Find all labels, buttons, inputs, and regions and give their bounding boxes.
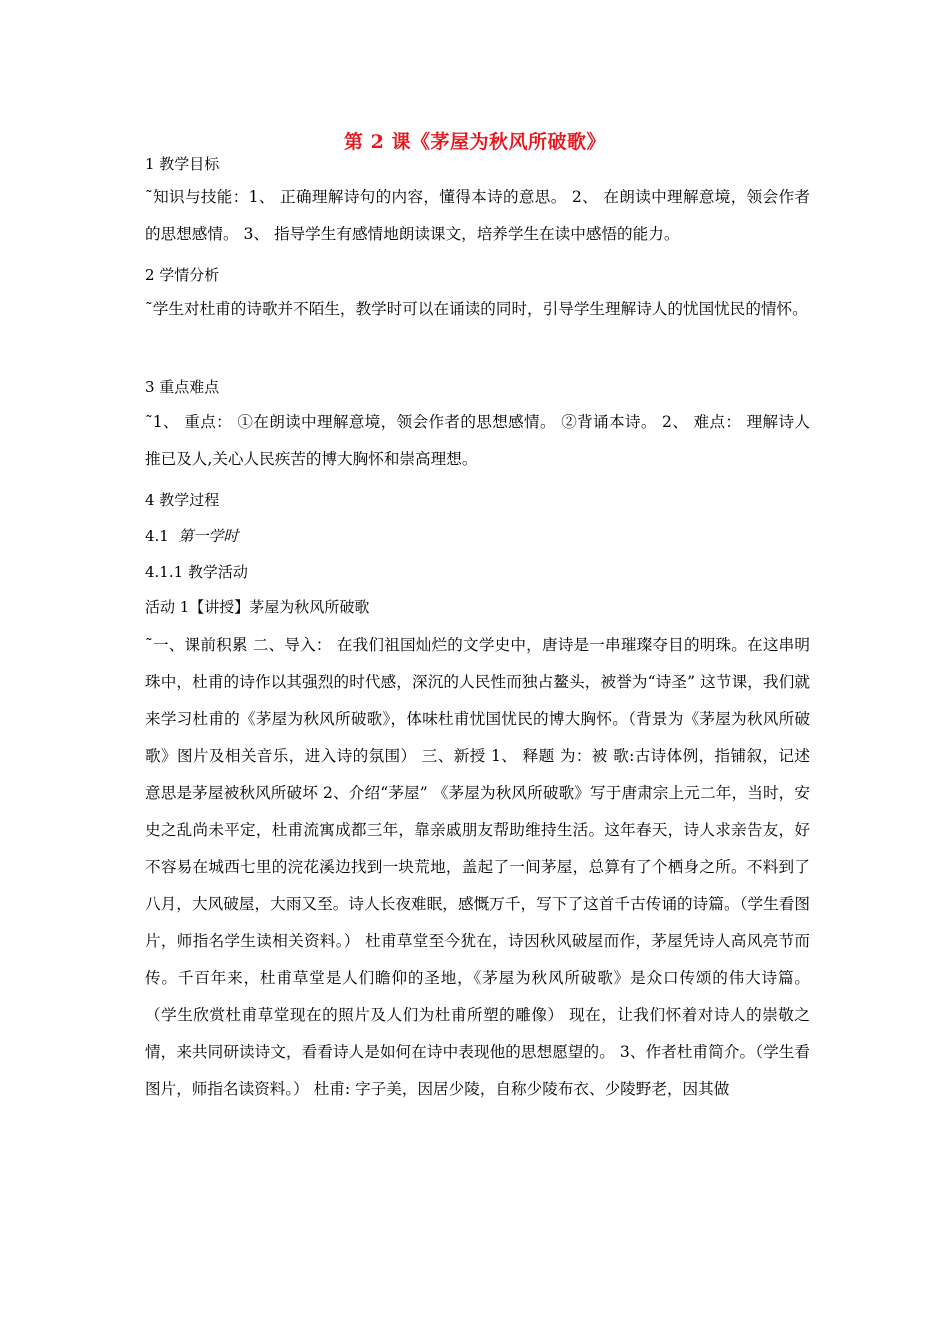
analysis-text: ˜学生对杜甫的诗歌并不陌生，教学时可以在诵读的同时，引导学生理解诗人的忧国忧民的情怀。 — [145, 300, 808, 318]
activity-heading: 活动 1【讲授】茅屋为秋风所破歌 — [145, 598, 370, 616]
activity-text: ˜一、课前积累 二、导入： 在我们祖国灿烂的文学史中，唐诗是一串璀璨夺目的明珠。在这串明珠中，杜甫的诗作以其强烈的时代感，深沉的人民性而独占鳌头，被誉为“诗圣” 这节课，我们就来学习杜甫的《茅屋为秋风所破歌》，体味杜甫忧国忧民的博大胸怀。（背景为《茅屋为秋风所破歌》图片及相关音乐，进入诗的氛围） 三、新授 1、 释题 为：被 歌:古诗体例，指铺叙，记述 意思是茅屋被秋风所破坏 2、介绍“茅屋” 《茅屋为秋风所破歌》写于唐肃宗上元二年，当时，安史之乱尚未平定，杜甫流寓成都三年，靠亲戚朋友帮助维持生活。这年春天，诗人求亲告友，好不容易在城西七里的浣花溪边找到一块荒地，盖起了一间茅屋，总算有了个栖身之所。不料到了八月，大风破屋，大雨又至。诗人长夜难眠，感慨万千，写下了这首千古传诵的诗篇。（学生看图片，师指名学生读相关资料。） 杜甫草堂至今犹在，诗因秋风破屋而作，茅屋凭诗人高风亮节而传。千百年来，杜甫草堂是人们瞻仰的圣地，《茅屋为秋风所破歌》是众口传颂的伟大诗篇。 （学生欣赏杜甫草堂现在的照片及人们为杜甫所塑的雕像） 现在，让我们怀着对诗人的崇敬之情，来共同研读诗文，看看诗人是如何在诗中表现他的思想愿望的。 3、作者杜甫简介。（学生看图片，师指名读资料。） 杜甫: 字子美，因居少陵，自称少陵布衣、少陵野老，因其做 — [145, 636, 810, 1098]
section-heading-objectives: 1 教学目标 — [145, 155, 220, 173]
page-title: 第 2 课《茅屋为秋风所破歌》 — [344, 131, 606, 153]
objectives-text: ˜知识与技能：1、 正确理解诗句的内容，懂得本诗的意思。 2、 在朗读中理解意境，领会作者的思想感情。 3、 指导学生有感情地朗读课文，培养学生在读中感悟的能力。 — [145, 188, 810, 243]
subsection-title: 第一学时 — [178, 527, 239, 545]
section-heading-process: 4 教学过程 — [145, 491, 220, 509]
section-heading-analysis: 2 学情分析 — [145, 266, 220, 284]
section-heading-keypoints: 3 重点难点 — [145, 378, 220, 396]
subsection-number: 4.1 — [145, 527, 169, 545]
subsubsection-heading: 4.1.1 教学活动 — [145, 563, 248, 581]
subsection-heading — [145, 526, 238, 546]
keypoints-text: ˜1、 重点： ①在朗读中理解意境，领会作者的思想感情。 ②背诵本诗。 2、 难点： 理解诗人推已及人,关心人民疾苦的博大胸怀和崇高理想。 — [145, 413, 810, 468]
